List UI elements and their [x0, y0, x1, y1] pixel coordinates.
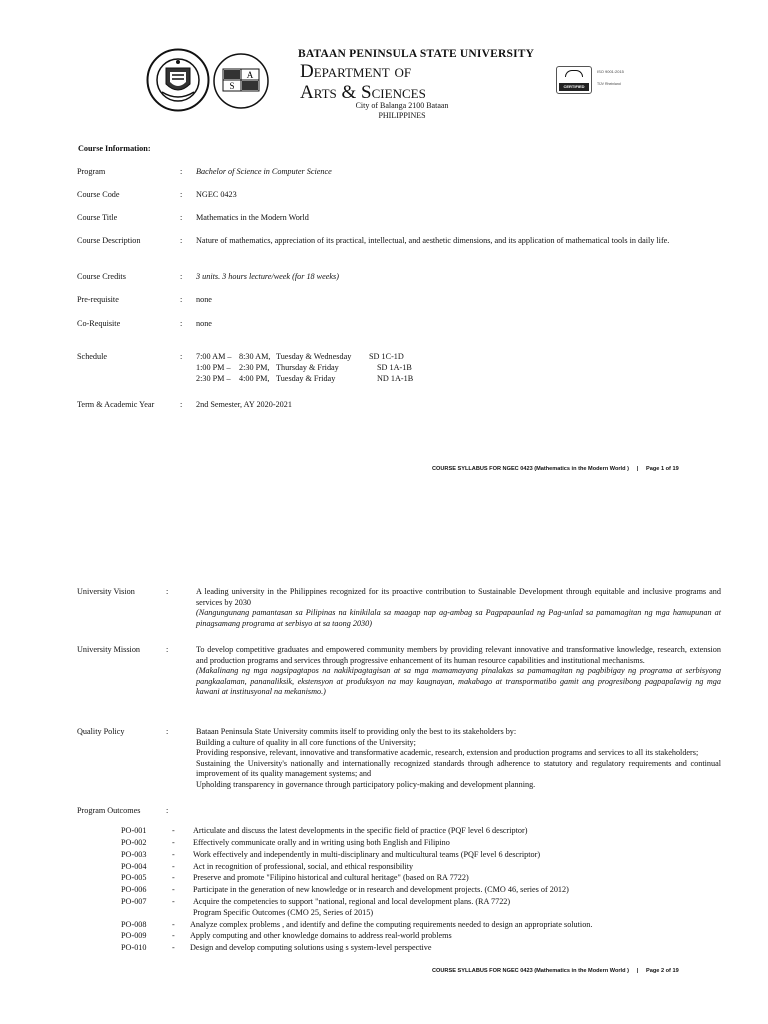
- program-outcomes-label: Program Outcomes: [77, 806, 141, 815]
- colon: :: [166, 587, 169, 596]
- university-name: BATAAN PENINSULA STATE UNIVERSITY: [298, 48, 535, 60]
- vision-text: [196, 587, 721, 629]
- colon: :: [180, 167, 183, 176]
- colon: :: [180, 213, 183, 222]
- corequisite-value: none: [196, 319, 212, 328]
- colon: :: [180, 190, 183, 199]
- po-code: PO-002: [121, 838, 147, 847]
- course-credits-value: 3 units. 3 hours lecture/week (for 18 weeks): [196, 272, 339, 281]
- schedule-table: [196, 351, 413, 384]
- po-dash: -: [172, 897, 175, 906]
- colon: :: [180, 236, 183, 245]
- po-text: Act in recognition of professional, social, and ethical responsibility: [193, 862, 414, 871]
- prerequisite-label: Pre-requisite: [77, 295, 119, 304]
- po-dash: -: [172, 826, 175, 835]
- sched-end: 4:00 PM,: [239, 374, 270, 383]
- corequisite-label: Co-Requisite: [77, 319, 121, 328]
- program-label: Program: [77, 167, 106, 176]
- po-code: PO-006: [121, 885, 147, 894]
- po-dash: -: [172, 931, 175, 940]
- po-text: Design and develop computing solutions using s system-level perspective: [190, 943, 432, 952]
- po-dash: -: [172, 943, 175, 952]
- vision-label: University Vision: [77, 587, 135, 596]
- course-description-value: Nature of mathematics, appreciation of its practical, intellectual, and aesthetic dimensions, and its application of mathematical tools in daily life.: [196, 236, 670, 245]
- quality-line: Sustaining the University's nationally and internationally recognized standards through adherence to statutory and regulatory requirements and continual improvement of its quality management systems; and: [196, 758, 721, 778]
- cert-iso: ISO 9001:2015: [597, 69, 624, 74]
- po-code: PO-007: [121, 897, 147, 906]
- schedule-row: [196, 373, 413, 384]
- page-footer-1: COURSE SYLLABUS FOR NGEC 0423 (Mathematics in the Modern World ) | Page 1 of 19: [432, 466, 679, 472]
- po-dash: -: [172, 838, 175, 847]
- colon: :: [180, 352, 183, 361]
- po-code: PO-005: [121, 873, 147, 882]
- sched-end: 2:30 PM,: [239, 363, 270, 372]
- cert-label: CERTIFIED: [559, 83, 589, 91]
- sched-start: 1:00 PM –: [196, 363, 231, 372]
- quality-line: Building a culture of quality in all core functions of the University;: [196, 737, 416, 747]
- colon: :: [166, 727, 169, 736]
- certification-badge-icon: [556, 66, 592, 94]
- mission-filipino: (Makalinang ng mga nagsipagtapos na nakikipagtagisan at sa mga mamamayang pinalakas sa pamamagitan ng pagbibigay ng programa at serbisyong pangkaalaman, pananaliksik, ekstensyon at produksyon na may kaugnayan, makabago at transpormatibo gamit ang progresibong pagpapalawig ng mga kawani at institusyonal na mekanismo.): [196, 666, 721, 696]
- schedule-label: Schedule: [77, 352, 108, 361]
- program-value: Bachelor of Science in Computer Science: [196, 167, 332, 176]
- quality-line: Upholding transparency in governance through participatory policy-making and development planning.: [196, 779, 536, 789]
- term-value: 2nd Semester, AY 2020-2021: [196, 400, 292, 409]
- po-dash: -: [172, 885, 175, 894]
- address-city: City of Balanga 2100 Bataan: [355, 101, 449, 110]
- colon: :: [166, 645, 169, 654]
- po-text: Articulate and discuss the latest developments in the specific field of practice (PQF level 6 descriptor): [193, 826, 528, 835]
- po-code: PO-004: [121, 862, 147, 871]
- sched-days: Tuesday & Friday: [276, 374, 336, 383]
- colon: :: [180, 272, 183, 281]
- sched-start: 2:30 PM –: [196, 374, 231, 383]
- po-text: Preserve and promote "Filipino historical and cultural heritage" (based on RA 7722): [193, 873, 469, 882]
- po-text: Work effectively and independently in multi-disciplinary and multicultural teams (PQF level 6 descriptor): [193, 850, 541, 859]
- quality-line: Bataan Peninsula State University commits itself to providing only the best to its stakeholders by:: [196, 727, 517, 736]
- po-text: Apply computing and other knowledge domains to address real-world problems: [190, 931, 452, 940]
- po-dash: -: [172, 850, 175, 859]
- quality-label: Quality Policy: [77, 727, 125, 736]
- po-code: PO-003: [121, 850, 147, 859]
- sched-section: ND 1A-1B: [377, 374, 414, 383]
- university-seal-logo: [146, 48, 210, 112]
- vision-english: A leading university in the Philippines recognized for its proactive contribution to Sustainable Development through equitable and inclusive programs and services by 2030: [196, 587, 721, 607]
- mission-label: University Mission: [77, 645, 141, 654]
- po-code: PO-009: [121, 931, 147, 940]
- sched-start: 7:00 AM –: [196, 352, 232, 361]
- department-title: [300, 61, 426, 103]
- vision-filipino: (Nangungunang pamantasan sa Pilipinas na kinikilala sa maagap nap ag-ambag sa Pagpapaunlad ng Pag-unlad sa pamamagitan ng mga hamupunan at pinagsamang programa at serbisyo at sa taong 2030): [196, 608, 721, 628]
- department-line2: Arts & Sciences: [300, 82, 426, 103]
- mission-english: To develop competitive graduates and empowered community members by providing relevant innovative and transformative knowledge, research, extension and production programs and services through progressive enhancement of its human resource capabilities and institutional mechanisms.: [196, 645, 721, 665]
- mission-text: [196, 645, 721, 698]
- po-text: Participate in the generation of new knowledge or in research and development projects. (CMO 46, series of 2012): [193, 885, 569, 894]
- po-code: PO-008: [121, 920, 147, 929]
- po-dash: -: [172, 920, 175, 929]
- po-code: PO-001: [121, 826, 147, 835]
- arts-sciences-logo: [212, 48, 270, 114]
- address-country: PHILIPPINES: [378, 111, 426, 120]
- page-footer-2: COURSE SYLLABUS FOR NGEC 0423 (Mathematics in the Modern World ) | Page 2 of 19: [432, 968, 679, 974]
- sched-section: SD 1A-1B: [377, 363, 412, 372]
- sched-days: Tuesday & Wednesday: [276, 352, 352, 361]
- program-specific-outcomes-heading: Program Specific Outcomes (CMO 25, Series of 2015): [193, 908, 374, 917]
- course-description-label: Course Description: [77, 236, 141, 245]
- quality-line: Providing responsive, relevant, innovative and transformative academic, research, extension and production programs and services to all its stakeholders;: [196, 748, 699, 757]
- po-text: Effectively communicate orally and in writing using both English and Filipino: [193, 838, 450, 847]
- logo-letter-a: A: [246, 70, 254, 80]
- colon: :: [180, 319, 183, 328]
- colon: :: [166, 806, 169, 815]
- course-code-value: NGEC 0423: [196, 190, 237, 199]
- course-title-label: Course Title: [77, 213, 118, 222]
- colon: :: [180, 400, 183, 409]
- sched-days: Thursday & Friday: [276, 363, 339, 372]
- colon: :: [180, 295, 183, 304]
- po-text: Analyze complex problems , and identify and define the computing requirements needed to design an appropriate solution.: [190, 920, 593, 929]
- po-dash: -: [172, 862, 175, 871]
- course-credits-label: Course Credits: [77, 272, 126, 281]
- sched-end: 8:30 AM,: [239, 352, 271, 361]
- course-info-heading: Course Information:: [78, 144, 151, 153]
- schedule-row: [196, 362, 413, 373]
- prerequisite-value: none: [196, 295, 212, 304]
- po-code: PO-010: [121, 943, 147, 952]
- address: [352, 101, 452, 121]
- course-code-label: Course Code: [77, 190, 120, 199]
- course-title-value: Mathematics in the Modern World: [196, 213, 309, 222]
- term-label: Term & Academic Year: [77, 400, 155, 409]
- sched-section: SD 1C-1D: [369, 352, 404, 361]
- po-text: Acquire the competencies to support "national, regional and local development plans. (RA 7722): [193, 897, 511, 906]
- department-line1: Department of: [300, 61, 412, 82]
- logo-letter-s: S: [229, 81, 235, 91]
- schedule-row: [196, 351, 413, 362]
- quality-text: [196, 727, 721, 790]
- po-dash: -: [172, 873, 175, 882]
- cert-brand: TÜV Rheinland: [597, 82, 621, 86]
